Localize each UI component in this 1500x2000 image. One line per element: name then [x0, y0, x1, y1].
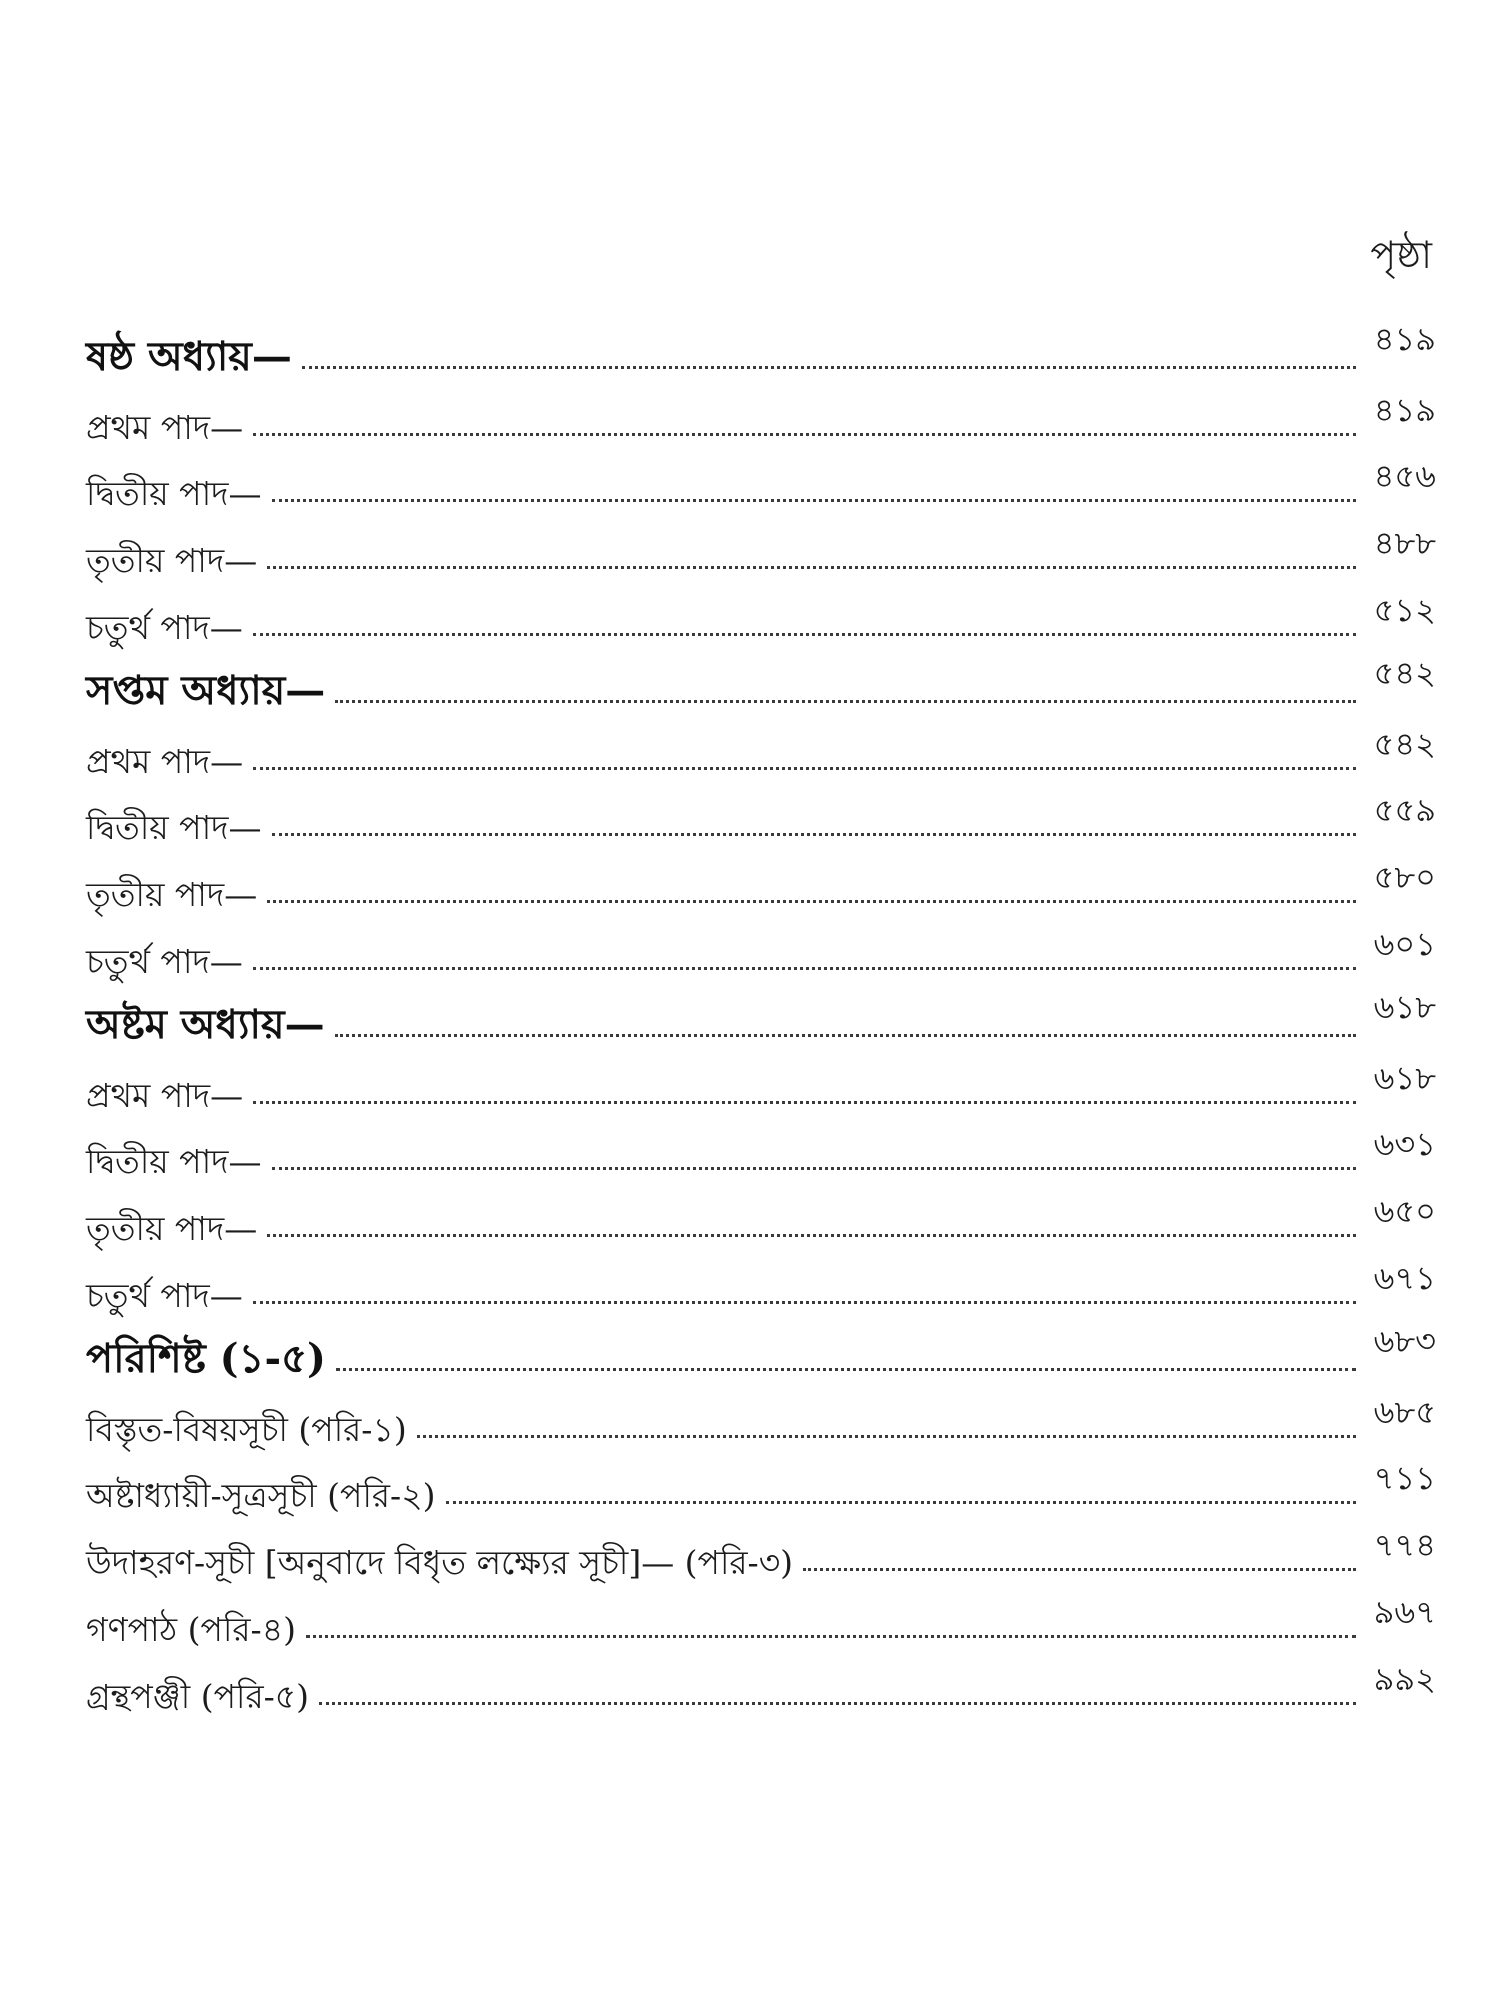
toc-entry[interactable]: [86, 1379, 1436, 1449]
toc-entry-label: সপ্তম অধ্যায়—: [86, 666, 326, 714]
dot-leader: [272, 833, 1357, 836]
toc-entry-label: চতুর্থ পাদ—: [86, 941, 243, 981]
toc-entry[interactable]: [86, 978, 1436, 1048]
dot-leader: [253, 633, 1356, 636]
dot-leader: [253, 767, 1356, 770]
toc-entry[interactable]: [86, 778, 1436, 848]
dot-leader: [803, 1568, 1356, 1571]
toc-entry-page: ৬১৮: [1373, 1058, 1436, 1097]
dot-leader: [336, 1368, 1356, 1371]
dot-leader: [267, 1234, 1356, 1237]
dot-leader: [302, 366, 1356, 369]
toc-entry-page: ৪৮৮: [1373, 524, 1436, 563]
toc-entry-label: তৃতীয় পাদ—: [86, 1209, 258, 1249]
toc-entry[interactable]: [86, 1178, 1436, 1249]
toc-entry-label: গণপাঠ (পরি-৪): [86, 1609, 296, 1649]
dot-leader: [267, 566, 1356, 569]
toc-entry-page: ৫৮০: [1373, 858, 1436, 897]
toc-entry-label: প্রথম পাদ—: [86, 1075, 244, 1115]
toc-entry-page: ৬৩১: [1373, 1125, 1436, 1164]
toc-entry-label: অষ্টাধ্যায়ী-সূত্রসূচী (পরি-২): [86, 1476, 436, 1516]
page-column-label: পৃষ্ঠা: [1370, 233, 1432, 277]
dot-leader: [272, 499, 1357, 502]
toc-entry[interactable]: [86, 510, 1436, 581]
toc-entry-label: প্রথম পাদ—: [86, 741, 244, 781]
toc-entry[interactable]: [86, 1646, 1436, 1716]
toc-entry[interactable]: [86, 1112, 1436, 1182]
toc-entry-page: ৬৮৩: [1373, 1321, 1436, 1360]
toc-entry[interactable]: [86, 377, 1436, 447]
toc-entry[interactable]: [86, 1245, 1436, 1315]
toc-entry-page: ৪১৯: [1373, 390, 1436, 429]
toc-entry[interactable]: [86, 577, 1436, 647]
toc-entry-page: ৬১৮: [1373, 987, 1436, 1026]
dot-leader: [335, 700, 1356, 703]
toc-entry[interactable]: [86, 310, 1436, 380]
toc-entry[interactable]: [86, 711, 1436, 781]
toc-entry-page: ৯৬৭: [1373, 1592, 1436, 1631]
dot-leader: [272, 1167, 1357, 1170]
toc-entry-page: ৬৫০: [1373, 1192, 1436, 1231]
toc-entry-label: চতুর্থ পাদ—: [86, 1275, 243, 1315]
toc-entry-label: ষষ্ঠ অধ্যায়—: [86, 332, 292, 380]
toc-entry-label: দ্বিতীয় পাদ—: [86, 808, 262, 848]
toc-entry-label: উদাহরণ-সূচী [অনুবাদে বিধৃত লক্ষ্যের সূচী]— (পরি-৩): [86, 1543, 794, 1583]
dot-leader: [417, 1435, 1356, 1438]
toc-entry[interactable]: [86, 1312, 1436, 1382]
toc-entry-label: দ্বিতীয় পাদ—: [86, 474, 262, 514]
toc-entry-page: ৭১১: [1373, 1459, 1436, 1498]
toc-entry-page: ৫৪২: [1373, 724, 1436, 763]
toc-entry[interactable]: [86, 1446, 1436, 1516]
toc-entry-page: ৪১৯: [1373, 319, 1436, 358]
toc-entry-page: ৬৮৫: [1373, 1392, 1436, 1431]
toc-entry-label: গ্রন্থপঞ্জী (পরি-৫): [86, 1676, 310, 1716]
dot-leader: [306, 1635, 1356, 1638]
toc-entry-page: ৫৪২: [1373, 653, 1436, 692]
dot-leader: [253, 433, 1356, 436]
dot-leader: [335, 1034, 1356, 1037]
toc-entry-page: ৫৫৯: [1373, 791, 1436, 830]
toc-entry-label: চতুর্থ পাদ—: [86, 607, 243, 647]
dot-leader: [253, 967, 1356, 970]
toc-entry-label: পরিশিষ্ট (১-৫): [86, 1334, 326, 1382]
toc-entry[interactable]: [86, 444, 1436, 514]
toc-entry-page: ৫১২: [1373, 590, 1436, 629]
toc-entry[interactable]: [86, 1045, 1436, 1115]
table-of-contents: [86, 310, 1436, 1716]
toc-entry-label: তৃতীয় পাদ—: [86, 541, 258, 581]
dot-leader: [319, 1702, 1356, 1705]
toc-entry-page: ৭৭৪: [1373, 1526, 1436, 1565]
toc-entry-label: তৃতীয় পাদ—: [86, 875, 258, 915]
toc-entry[interactable]: [86, 844, 1436, 915]
dot-leader: [267, 900, 1356, 903]
toc-entry[interactable]: [86, 644, 1436, 714]
toc-entry[interactable]: [86, 911, 1436, 981]
toc-entry-page: ৬০১: [1373, 924, 1436, 963]
toc-entry-page: ৯৯২: [1373, 1659, 1436, 1698]
toc-entry-label: প্রথম পাদ—: [86, 407, 244, 447]
dot-leader: [253, 1301, 1356, 1304]
dot-leader: [446, 1501, 1356, 1504]
toc-entry-label: বিস্তৃত-বিষয়সূচী (পরি-১): [86, 1409, 407, 1449]
toc-entry-page: ৬৭১: [1373, 1258, 1436, 1297]
toc-entry-label: অষ্টম অধ্যায়—: [86, 1000, 325, 1048]
toc-entry-label: দ্বিতীয় পাদ—: [86, 1142, 262, 1182]
toc-entry-page: ৪৫৬: [1373, 457, 1436, 496]
dot-leader: [253, 1101, 1356, 1104]
toc-entry[interactable]: [86, 1579, 1436, 1649]
toc-entry[interactable]: [86, 1512, 1436, 1583]
